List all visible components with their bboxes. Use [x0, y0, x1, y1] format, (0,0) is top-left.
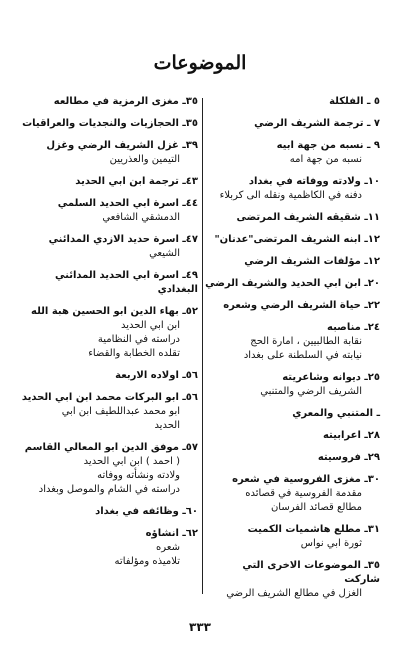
toc-entry-heading: ١٢ـ مؤلفات الشريف الرضي — [244, 256, 380, 267]
toc-entry — [16, 505, 198, 519]
toc-entry — [205, 139, 380, 167]
toc-entry-heading: ـ المتنبي والمعري — [292, 408, 380, 419]
toc-entry — [205, 429, 380, 443]
toc-entry-heading: ٩ ـ نسبه من جهة ابيه — [276, 140, 380, 151]
toc-entry — [16, 139, 198, 167]
toc-entry — [16, 233, 198, 261]
page-number: ٣٣٣ — [189, 620, 211, 634]
toc-entry — [16, 305, 198, 361]
toc-entry-heading: ٦٠ـ وظائفه في بغداد — [95, 506, 198, 517]
toc-entry — [16, 269, 198, 297]
toc-entry-subtopic: الشيعي — [149, 248, 180, 259]
toc-entry-subtopic: شعره — [156, 542, 180, 553]
toc-entry-subtopic: دفنه في الكاظمية ونقله الى كربلاء — [219, 190, 362, 201]
toc-entry — [16, 391, 198, 433]
toc-entry-heading: ٢٨ـ اعرابيته — [322, 430, 380, 441]
toc-entry-heading: ٤٧ـ اسرة حديد الازدي المدائني — [48, 234, 198, 245]
toc-entry-subtopic: دراسته في الشام والموصل وبغداد — [38, 484, 180, 495]
contents-column-right — [205, 95, 380, 609]
toc-entry — [205, 559, 380, 601]
toc-entry — [205, 523, 380, 551]
toc-entry — [16, 369, 198, 383]
toc-entry — [205, 117, 380, 131]
toc-entry — [205, 255, 380, 269]
column-divider — [202, 98, 203, 594]
toc-entry-subtopic: الدمشقي الشافعي — [102, 212, 180, 223]
toc-entry-heading: ٢٢ـ حياة الشريف الرضي وشعره — [223, 300, 380, 311]
toc-entry-subtopic: مطالع قصائد الفرسان — [270, 502, 362, 513]
toc-entry-heading: ٤٤ـ اسرة ابي الحديد السلمي — [57, 198, 198, 209]
toc-entry-heading: ٢٠ـ ابن ابي الحديد والشريف الرضي — [205, 278, 380, 289]
toc-entry-heading: ٥ ـ الفلكلة — [329, 96, 380, 107]
toc-entry-heading: ٧ ـ ترجمة الشريف الرضي — [254, 118, 380, 129]
toc-entry-heading: ٣٥ـ الموضوعات الاخرى التي شاركت — [242, 560, 380, 585]
toc-entry-subtopic: ابو محمد عبداللطيف ابن ابي — [61, 406, 180, 417]
toc-entry-subtopic: مقدمة الفروسية في قصائده — [245, 488, 362, 499]
toc-entry-heading: ٢٤ـ مناصبه — [327, 322, 380, 333]
toc-entry-heading: ٥٦ـ ابو البركات محمد ابن ابي الحديد — [21, 392, 198, 403]
toc-entry-subtopic: ( احمد ) ابن ابي الحديد — [83, 456, 180, 467]
toc-entry-subtopic: نقابة الطالبيين ، امارة الحج — [250, 336, 362, 347]
toc-entry — [205, 233, 380, 247]
toc-entry — [205, 451, 380, 465]
toc-entry-heading: ٥٢ـ بهاء الدين ابو الحسين هبة الله — [31, 306, 198, 317]
toc-entry-subtopic: تقلده الخطابة والقضاء — [88, 348, 180, 359]
toc-entry-heading: ٦٢ـ انشاؤه — [145, 528, 198, 539]
page-title: الموضوعات — [153, 52, 247, 74]
toc-entry-subtopic: الحديد — [154, 420, 180, 431]
toc-entry-subtopic: دراسته في النظامية — [97, 334, 180, 345]
toc-entry-heading: ٣٩ـ غزل الشريف الرضي وغزل — [46, 140, 198, 151]
toc-entry — [205, 321, 380, 363]
toc-entry-subtopic: التيمين والعذريين — [109, 154, 180, 165]
toc-entry-heading: ٣٥ـ الحجازيات والنجديات والعراقيات — [22, 118, 198, 129]
toc-entry-heading: ٢٩ـ فروسيته — [317, 452, 380, 463]
toc-entry — [205, 211, 380, 225]
toc-entry-heading: ٢٥ـ ديوانه وشاعريته — [282, 372, 380, 383]
toc-entry-heading: ١١ـ شقيقه الشريف المرتضى — [236, 212, 380, 223]
toc-entry-heading: ٤٣ـ ترجمة ابن ابي الحديد — [75, 176, 198, 187]
toc-entry-heading: ٣٥ـ مغزى الرمزية في مطالعه — [53, 96, 198, 107]
toc-entry — [16, 117, 198, 131]
toc-entry-subtopic: ولادته ونشأته ووفاته — [97, 470, 180, 481]
toc-entry-heading: ١٠ـ ولادته ووفاته في بغداد — [248, 176, 380, 187]
toc-entry — [16, 197, 198, 225]
toc-entry-subtopic: الغزل في مطالع الشريف الرضي — [226, 588, 362, 599]
toc-entry — [205, 175, 380, 203]
toc-entry-subtopic: نسبه من جهة امه — [289, 154, 362, 165]
toc-entry-heading: ٥٧ـ موفق الدين ابو المعالي القاسم — [24, 442, 198, 453]
toc-entry-subtopic: نيابته في السلطنة على بغداد — [243, 350, 362, 361]
toc-entry — [16, 95, 198, 109]
toc-entry — [16, 175, 198, 189]
toc-entry — [205, 277, 380, 291]
toc-entry — [16, 441, 198, 497]
contents-column-left — [16, 95, 198, 577]
toc-entry — [205, 407, 380, 421]
toc-entry-subtopic: الشريف الرضي والمتنبي — [260, 386, 362, 397]
toc-entry-heading: ٣١ـ مطلع هاشميات الكميت — [247, 524, 380, 535]
toc-entry-heading: ٤٩ـ اسرة ابي الحديد المدائني البغدادي — [55, 270, 198, 295]
toc-entry-subtopic: تلاميذه ومؤلفاته — [114, 556, 180, 567]
toc-entry-subtopic: ابن ابي الحديد — [121, 320, 180, 331]
toc-entry — [16, 527, 198, 569]
toc-entry — [205, 473, 380, 515]
toc-entry — [205, 299, 380, 313]
toc-entry-heading: ٣٠ـ مغزى الفروسية في شعره — [232, 474, 380, 485]
toc-entry — [205, 95, 380, 109]
toc-entry-subtopic: ثورة ابي نواس — [300, 538, 362, 549]
toc-entry — [205, 371, 380, 399]
toc-entry-heading: ٥٦ـ اولاده الاربعة — [115, 370, 198, 381]
toc-entry-heading: ١٢ـ ابنه الشريف المرتضى"عدنان" — [214, 234, 380, 245]
